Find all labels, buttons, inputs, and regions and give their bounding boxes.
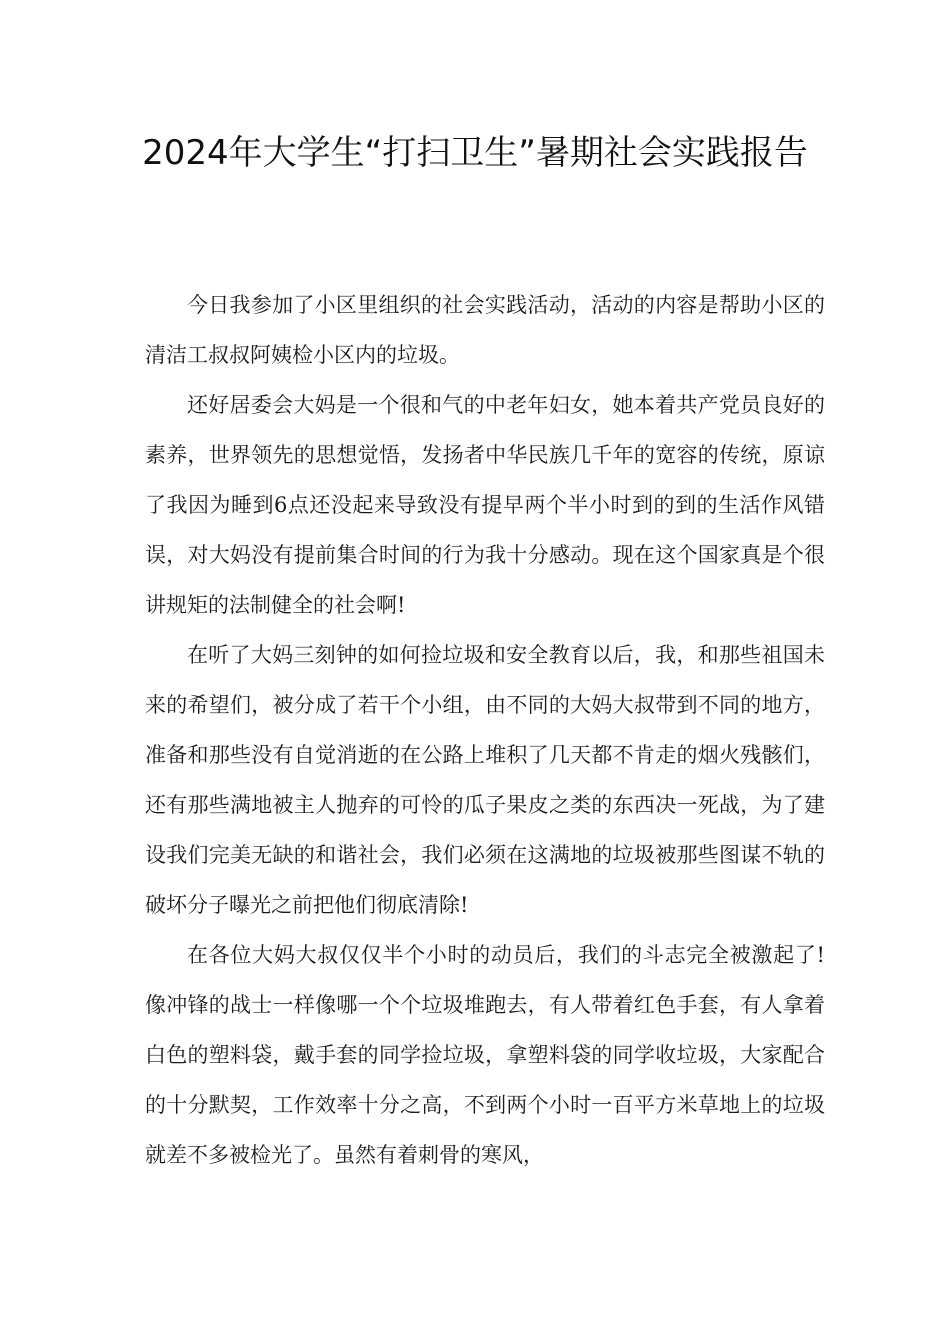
paragraph-2: 还好居委会大妈是一个很和气的中老年妇女，她本着共产党员良好的素养，世界领先的思想觉悟，发扬者中华民族几千年的宽容的传统，原谅了我因为睡到6点还没起来导致没有提早两个半小时到的到的生活作风错误，对大妈没有提前集合时间的行为我十分感动。现在这个国家真是个很讲规矩的法制健全的社会啊! <box>145 393 825 617</box>
paragraph-1: 今日我参加了小区里组织的社会实践活动，活动的内容是帮助小区的清洁工叔叔阿姨检小区内的垃圾。 <box>145 293 825 367</box>
paragraph-4: 在各位大妈大叔仅仅半个小时的动员后，我们的斗志完全被激起了!像冲锋的战士一样像哪一个个垃圾堆跑去，有人带着红色手套，有人拿着白色的塑料袋，戴手套的同学捡垃圾，拿塑料袋的同学收垃圾，大家配合的十分默契，工作效率十分之高，不到两个小时一百平方米草地上的垃圾就差不多被检光了。虽然有着刺骨的寒风， <box>145 943 825 1167</box>
document-title: 2024年大学生“打扫卫生”暑期社会实践报告 <box>142 133 808 173</box>
document-body <box>145 280 825 1180</box>
paragraph-3: 在听了大妈三刻钟的如何捡垃圾和安全教育以后，我，和那些祖国未来的希望们，被分成了若干个小组，由不同的大妈大叔带到不同的地方，准备和那些没有自觉消逝的在公路上堆积了几天都不肯走的烟火残骸们，还有那些满地被主人抛弃的可怜的瓜子果皮之类的东西决一死战，为了建设我们完美无缺的和谐社会，我们必须在这满地的垃圾被那些图谋不轨的破坏分子曝光之前把他们彻底清除! <box>145 643 825 917</box>
